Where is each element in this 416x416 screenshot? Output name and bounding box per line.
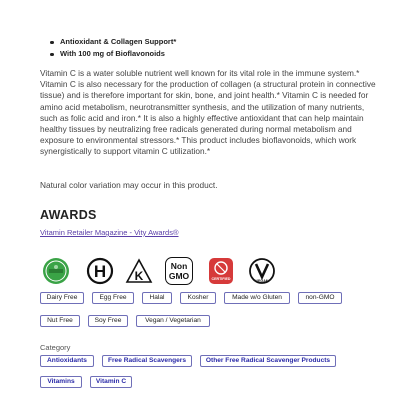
category-tag[interactable]: Other Free Radical Scavenger Products [200,355,336,367]
attribute-tag[interactable]: Halal [142,292,172,304]
non-gmo-line2: GMO [168,271,190,281]
vegan-text: VEGAN [255,279,269,283]
category-tag[interactable]: Free Radical Scavengers [102,355,192,367]
highlight-item: Antioxidant & Collagen Support* [60,36,400,48]
kosher-k-triangle-icon [124,257,154,285]
highlights-list [60,36,400,60]
color-variation-note: Natural color variation may occur in this product. [40,180,218,190]
certified-text: CERTIFIED [211,277,231,281]
non-gmo-icon [165,257,193,285]
attribute-tag[interactable]: Egg Free [92,292,134,304]
dairy-free-icon [41,257,71,285]
product-description: Vitamin C is a water soluble nutrient well known for its vital role in the immune system.* Vitamin C is also necessary for the production of collagen (a structural protein in connective tissue) and is therefore important for skin, bone, and joint health.* Vitamin C is needed for amino acid metabolism, neurotransmitter synthesis, and the utilization of many nutrients, such as folic acid and iron.* It is also a highly effective antioxidant that can help maintain healthy tissues by neutralizing free radicals generated during normal metabolism and exposure to environmental stressors.* This product includes bioflavonoids, which work synergistically to support vitamin C utilization.* [40,68,376,157]
attribute-tag[interactable]: Vegan / Vegetarian [136,315,210,327]
svg-text:K: K [134,269,144,283]
award-link[interactable]: Vitamin Retailer Magazine - Vity Awards® [40,228,179,237]
certified-gluten-free-icon [207,257,235,285]
category-label: Category [40,343,71,352]
svg-text:H: H [93,262,107,281]
vegan-icon [248,257,276,285]
attribute-tag[interactable]: non-GMO [298,292,342,304]
attribute-tag[interactable]: Kosher [180,292,216,304]
attribute-tag[interactable]: Nut Free [40,315,80,327]
attribute-tag[interactable]: Dairy Free [40,292,84,304]
awards-heading: AWARDS [40,208,97,222]
attribute-tag[interactable]: Soy Free [88,315,128,327]
non-gmo-line1: Non [170,261,188,271]
category-tag[interactable]: Vitamin C [90,376,132,388]
kosher-h-icon [86,257,114,285]
highlight-item: With 100 mg of Bioflavonoids [60,48,400,60]
category-tag[interactable]: Vitamins [40,376,82,388]
category-tag[interactable]: Antioxidants [40,355,94,367]
attribute-tag[interactable]: Made w/o Gluten [224,292,290,304]
